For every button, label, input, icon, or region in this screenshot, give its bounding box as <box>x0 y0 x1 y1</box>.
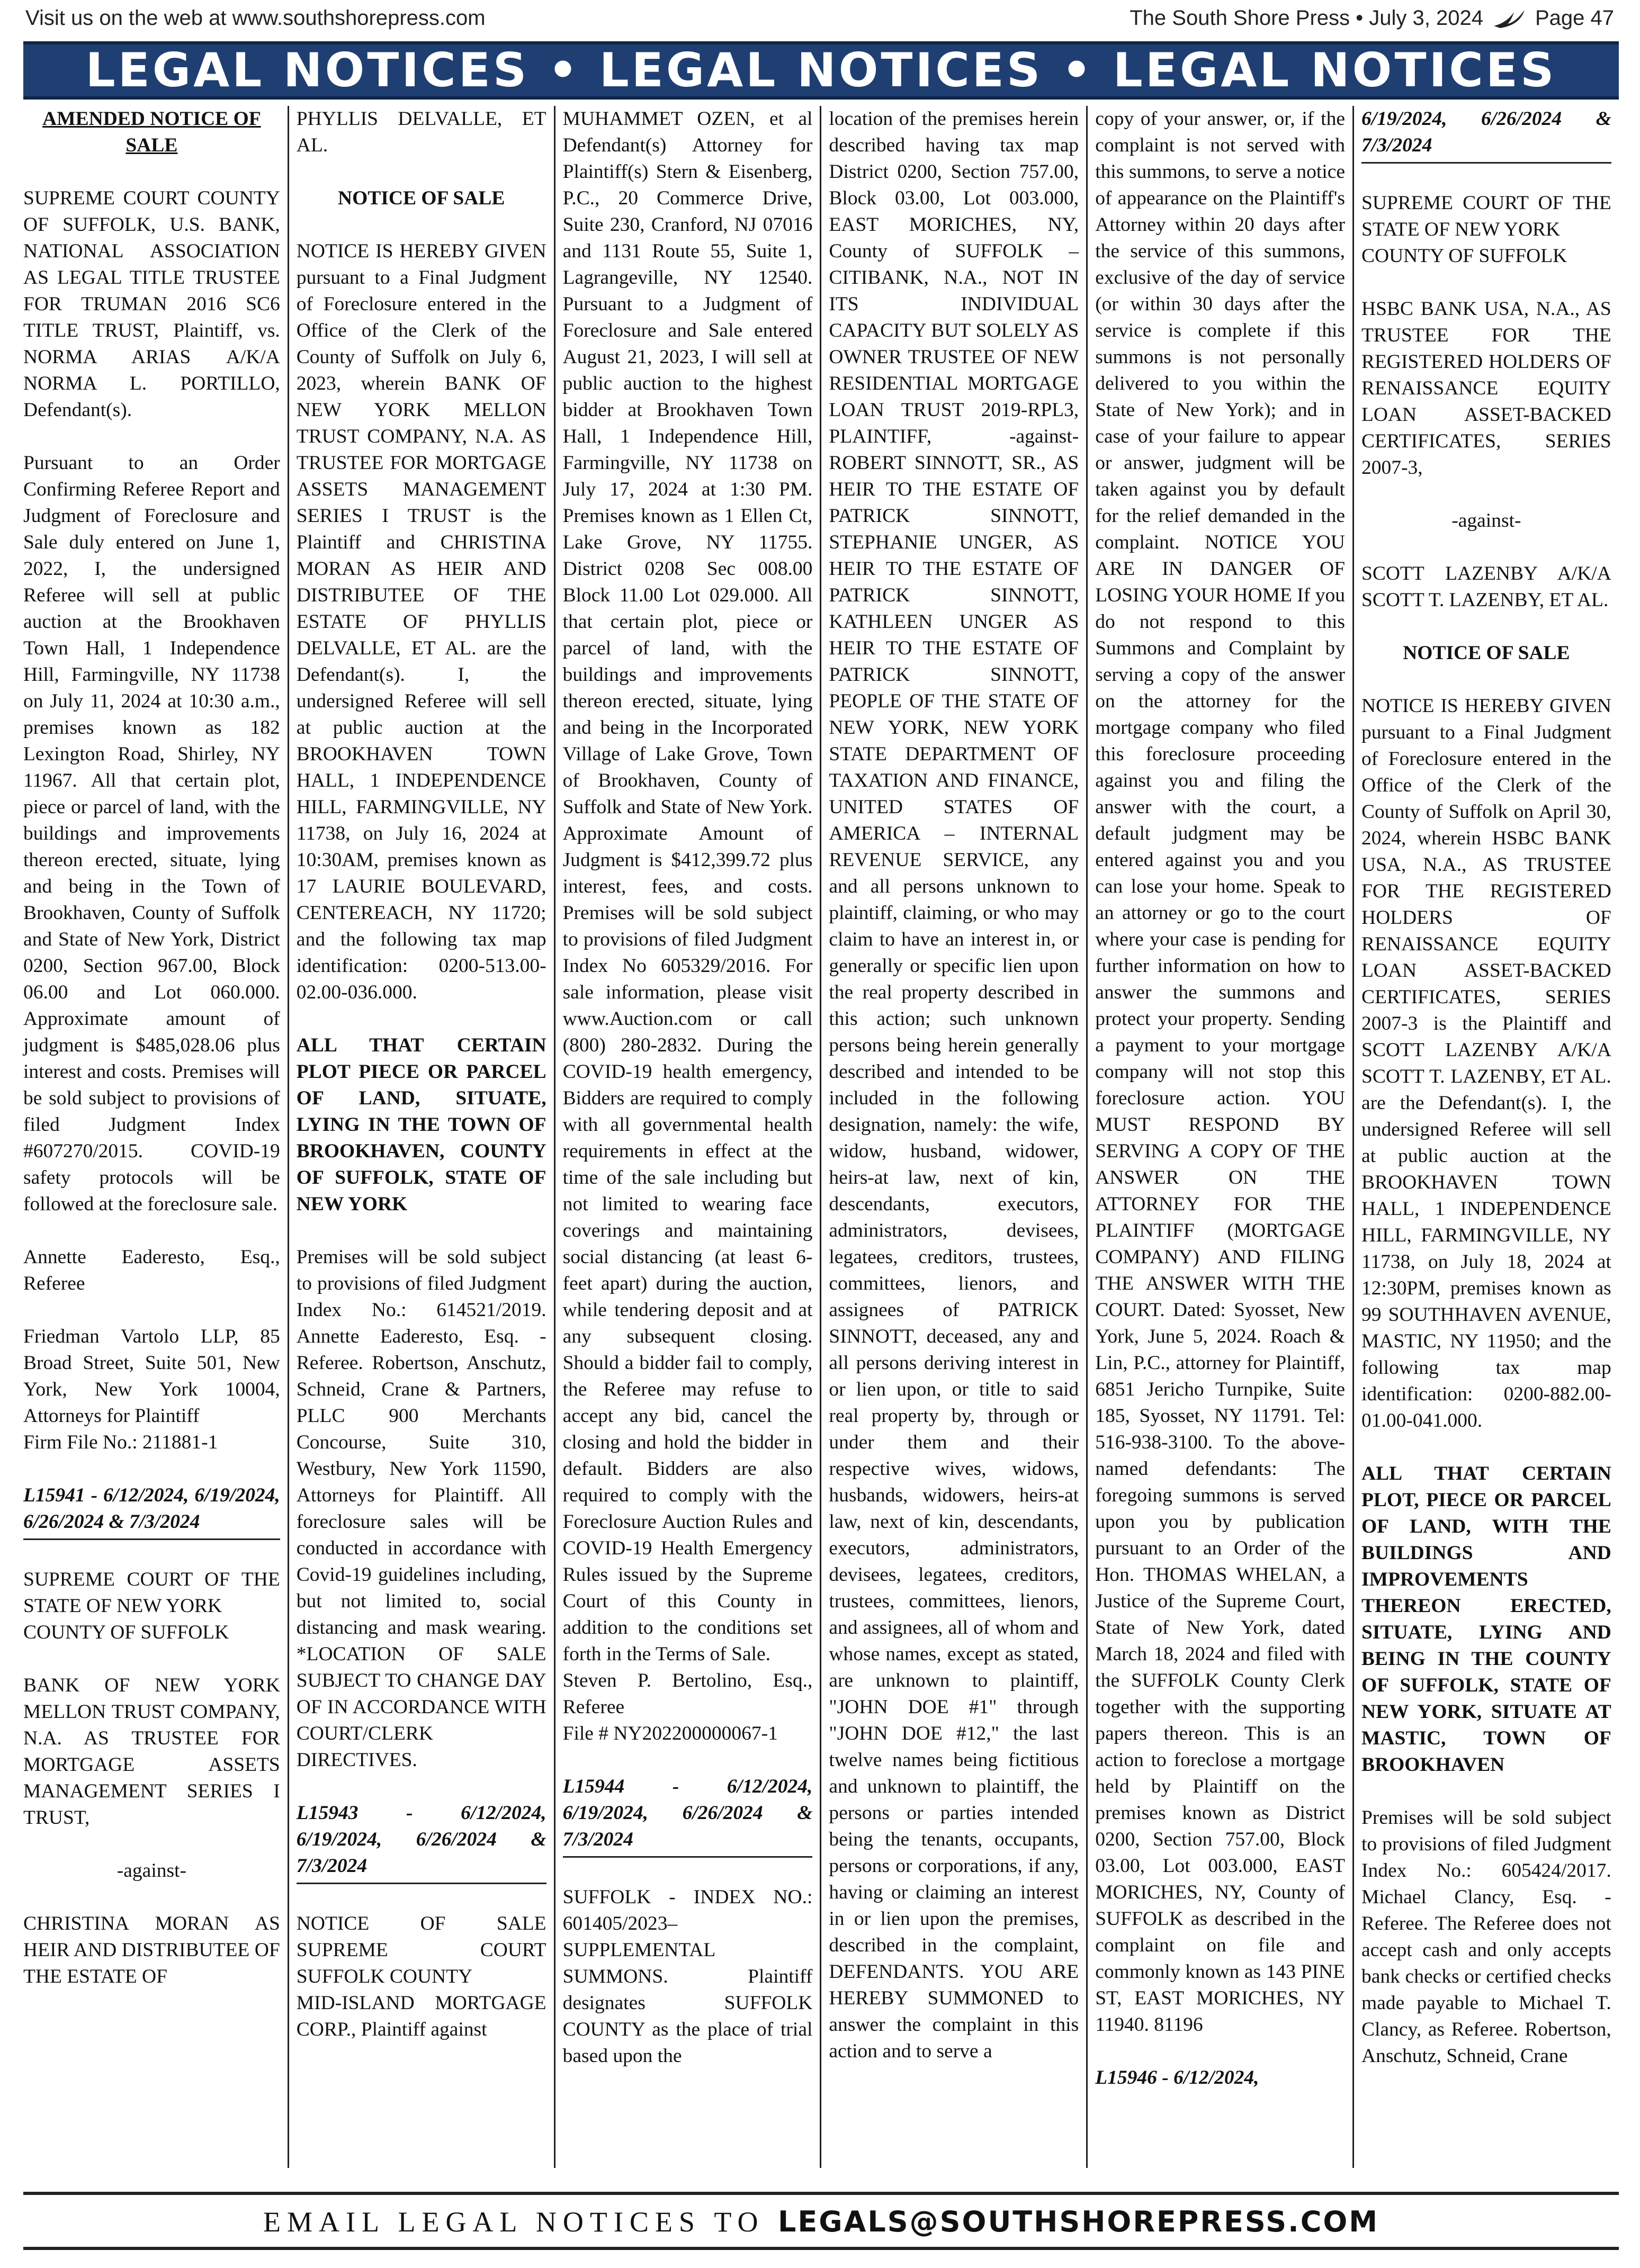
notice-columns <box>21 106 1619 2168</box>
notice-paragraph: NOTICE OF SALE SUPREME COURT SUFFOLK COUNTY MID-ISLAND MORTGAGE CORP., Plaintiff against <box>296 1913 546 2040</box>
notice-paragraph: SUPREME COURT COUNTY OF SUFFOLK, U.S. BANK, NATIONAL ASSOCIATION AS LEGAL TITLE TRUSTEE FOR TRUMAN 2016 SC6 TITLE TRUST, Plaintiff, vs. NORMA ARIAS A/K/A NORMA L. PORTILLO, Defendant(s). <box>23 187 280 421</box>
notice-paragraph: ALL THAT CERTAIN PLOT, PIECE OR PARCEL OF LAND, WITH THE BUILDINGS AND IMPROVEMENTS THEREON ERECTED, SITUATE, LYING AND BEING IN THE COUNTY OF SUFFOLK, STATE OF NEW YORK, SITUATE AT MASTIC, TOWN OF BROOKHAVEN <box>1361 1463 1611 1776</box>
notice-paragraph: PHYLLIS DELVALLE, ET AL. <box>296 108 546 156</box>
column-3 <box>554 106 820 2168</box>
legal-notices-banner: LEGAL NOTICES • LEGAL NOTICES • LEGAL NOTICES <box>23 41 1619 100</box>
notice-paragraph: NOTICE IS HEREBY GIVEN pursuant to a Final Judgment of Foreclosure entered in the Office of the Clerk of the County of Suffolk on July 6, 2023, wherein BANK OF NEW YORK MELLON TRUST COMPANY, N.A. AS TRUSTEE FOR MORTGAGE ASSETS MANAGEMENT SERIES I TRUST is the Plaintiff and CHRISTINA MORAN AS HEIR AND DISTRIBUTEE OF THE ESTATE OF PHYLLIS DELVALLE, ET AL. are the Defendant(s). I, the undersigned Referee will sell at public auction at the BROOKHAVEN TOWN HALL, 1 INDEPENDENCE HILL, FARMINGVILLE, NY 11738, on July 16, 2024 at 10:30AM, premises known as 17 LAURIE BOULEVARD, CENTEREACH, NY 11720; and the following tax map identification: 0200-513.00-02.00-036.000. <box>296 240 546 1003</box>
notice-paragraph: NOTICE IS HEREBY GIVEN pursuant to a Final Judgment of Foreclosure entered in the Office of the Clerk of the County of Suffolk on April 30, 2024, wherein HSBC BANK USA, N.A., AS TRUSTEE FOR THE REGISTERED HOLDERS OF RENAISSANCE EQUITY LOAN ASSET-BACKED CERTIFICATES, SERIES 2007-3 is the Plaintiff and SCOTT LAZENBY A/K/A SCOTT T. LAZENBY, ET AL. are the Defendant(s). I, the undersigned Referee will sell at public auction at the BROOKHAVEN TOWN HALL, 1 INDEPENDENCE HILL, FARMINGVILLE, NY 11738, on July 18, 2024 at 12:30PM, premises known as 99 SOUTHHAVEN AVENUE, MASTIC, NY 11950; and the following tax map identification: 0200-882.00-01.00-041.000. <box>1361 695 1611 1432</box>
notice-paragraph: Friedman Vartolo LLP, 85 Broad Street, Suite 501, New York, New York 10004, Attorneys for Plaintiff Firm File No.: 211881-1 <box>23 1326 280 1453</box>
notice-paragraph: MUHAMMET OZEN, et al Defendant(s) Attorney for Plaintiff(s) Stern & Eisenberg, P.C., 20 Commerce Drive, Suite 230, Cranford, NJ 07016 and 1131 Route 55, Suite 1, Lagrangeville, NY 12540. Pursuant to a Judgment of Foreclosure and Sale entered August 21, 2023, I will sell at public auction to the highest bidder at Brookhaven Town Hall, 1 Independence Hill, Farmingville, NY 11738 on July 17, 2024 at 1:30 PM. Premises known as 1 Ellen Ct, Lake Grove, NY 11755. District 0208 Sec 008.00 Block 11.00 Lot 029.000. All that certain plot, piece or parcel of land, with the buildings and improvements thereon erected, situate, lying and being in the Incorporated Village of Lake Grove, Town of Brookhaven, County of Suffolk and State of New York. Approximate Amount of Judgment is $412,399.72 plus interest, fees, and costs. Premises will be sold subject to provisions of filed Judgment Index No 605329/2016. For sale information, please visit www.Auction.com or call (800) 280-2832. During the COVID-19 health emergency, Bidders are required to comply with all governmental health requirements in effect at the time of the sale including but not limited to wearing face coverings and maintaining social distancing (at least 6-feet apart) during the auction, while tendering deposit and at any subsequent closing. Should a bidder fail to comply, the Referee may refuse to accept any bid, cancel the closing and hold the bidder in default. Bidders are also required to comply with the Foreclosure Auction Rules and COVID-19 Health Emergency Rules issued by the Supreme Court of this County in addition to the conditions set forth in the Terms of Sale. Steven P. Bertolino, Esq., Referee File # NY202200000067-1 <box>562 108 813 1744</box>
notice-heading: NOTICE OF SALE <box>1403 642 1570 664</box>
notice-paragraph: -against- <box>116 1860 186 1882</box>
notice-paragraph: CHRISTINA MORAN AS HEIR AND DISTRIBUTEE OF THE ESTATE OF <box>23 1913 280 1987</box>
notice-id-line: L15941 - 6/12/2024, 6/19/2024, 6/26/2024 & 7/3/2024 <box>23 1482 280 1540</box>
notice-paragraph: copy of your answer, or, if the complaint is not served with this summons, to serve a notice of appearance on the Plaintiff's Attorney within 20 days after the service of this summons, exclusive of the day of service (or within 30 days after the service is complete if this summons is not personally delivered to you within the State of New York); and in case of your failure to appear or answer, judgment will be taken against you by default for the relief demanded in the complaint. NOTICE YOU ARE IN DANGER OF LOSING YOUR HOME If you do not respond to this Summons and Complaint by serving a copy of the answer on the attorney for the mortgage company who filed this foreclosure proceeding against you and filing the answer with the court, a default judgment may be entered against you and you can lose your home. Speak to an attorney or go to the court where your case is pending for further information on how to answer the summons and protect your property. Sending a payment to your mortgage company will not stop this foreclosure action. YOU MUST RESPOND BY SERVING A COPY OF THE ANSWER ON THE ATTORNEY FOR THE PLAINTIFF (MORTGAGE COMPANY) AND FILING THE ANSWER WITH THE COURT. Dated: Syosset, New York, June 5, 2024. Roach & Lin, P.C., attorney for Plaintiff, 6851 Jericho Turnpike, Suite 185, Syosset, NY 11791. Tel: 516-938-3100. To the above-named defendants: The foregoing summons is served upon you by publication pursuant to an Order of the Hon. THOMAS WHELAN, a Justice of the Supreme Court, State of New York, dated March 18, 2024 and filed with the SUFFOLK County Clerk together with the supporting papers thereon. This is an action to foreclose a mortgage held by Plaintiff on the premises known as District 0200, Section 757.00, Block 03.00, Lot 003.000, EAST MORICHES, NY, County of SUFFOLK as described in the complaint on file and commonly known as 143 PINE ST, EAST MORICHES, NY 11940. 81196 <box>1095 108 1345 2036</box>
notice-id-line: 6/19/2024, 6/26/2024 & 7/3/2024 <box>1361 106 1611 164</box>
footer-email-link[interactable]: LEGALS@SOUTHSHOREPRESS.COM <box>777 2205 1379 2238</box>
notice-paragraph: BANK OF NEW YORK MELLON TRUST COMPANY, N.A. AS TRUSTEE FOR MORTGAGE ASSETS MANAGEMENT SERIES I TRUST, <box>23 1675 280 1829</box>
footer-email-line <box>23 2203 1619 2240</box>
footer-rule-bottom <box>23 2247 1619 2250</box>
notice-heading: NOTICE OF SALE <box>338 187 505 209</box>
notice-paragraph: Premises will be sold subject to provisions of filed Judgment Index No.: 605424/2017. Michael Clancy, Esq. - Referee. The Referee does not accept cash and only accepts bank checks or certified checks made payable to Michael T. Clancy, as Referee. Robertson, Anschutz, Schneid, Crane <box>1361 1807 1611 2067</box>
notice-paragraph: SUFFOLK - INDEX NO.: 601405/2023– SUPPLEMENTAL SUMMONS. Plaintiff designates SUFFOLK COUNTY as the place of trial based upon the <box>562 1886 813 2067</box>
notice-paragraph: Pursuant to an Order Confirming Referee Report and Judgment of Foreclosure and Sale duly entered on June 1, 2022, I, the undersigned Referee will sell at public auction at the Brookhaven Town Hall, 1 Independence Hill, Farmingville, NY 11738 on July 11, 2024 at 10:30 a.m., premises known as 182 Lexington Road, Shirley, NY 11967. All that certain plot, piece or parcel of land, with the buildings and improvements thereon erected, situate, lying and being in the Town of Brookhaven, County of Suffolk and State of New York, District 0200, Section 967.00, Block 06.00 and Lot 060.000. Approximate amount of judgment is $485,028.06 plus interest and costs. Premises will be sold subject to provisions of filed Judgment Index #607270/2015. COVID-19 safety protocols will be followed at the foreclosure sale. <box>23 452 280 1215</box>
notice-paragraph: location of the premises herein described having tax map District 0200, Section 757.00, Block 03.00, Lot 003.000, EAST MORICHES, NY, County of SUFFOLK – CITIBANK, N.A., NOT IN ITS INDIVIDUAL CAPACITY BUT SOLELY AS OWNER TRUSTEE OF NEW RESIDENTIAL MORTGAGE LOAN TRUST 2019-RPL3, PLAINTIFF, -against- ROBERT SINNOTT, SR., AS HEIR TO THE ESTATE OF PATRICK SINNOTT, STEPHANIE UNGER, AS HEIR TO THE ESTATE OF PATRICK SINNOTT, KATHLEEN UNGER AS HEIR TO THE ESTATE OF PATRICK SINNOTT, PEOPLE OF THE STATE OF NEW YORK, NEW YORK STATE DEPARTMENT OF TAXATION AND FINANCE, UNITED STATES OF AMERICA – INTERNAL REVENUE SERVICE, any and all persons unknown to plaintiff, claiming, or who may claim to have an interest in, or generally or specific lien upon the real property described in this action; such unknown persons being herein generally described and intended to be included in the following designation, namely: the wife, widow, husband, widower, heirs-at law, next of kin, descendants, executors, administrators, devisees, legatees, creditors, trustees, committees, lienors, and assignees of PATRICK SINNOTT, deceased, any and all persons deriving interest in or lien upon, or title to said real property by, through or under them and their respective wives, widows, husbands, widowers, heirs-at law, next of kin, descendants, executors, administrators, devisees, legatees, creditors, trustees, committees, lienors, and assignees, all of whom and whose names, except as stated, are unknown to plaintiff, "JOHN DOE #1" through "JOHN DOE #12," the last twelve names being fictitious and unknown to plaintiff, the persons or parties intended being the tenants, occupants, persons or corporations, if any, having or claiming an interest in or lien upon the premises, described in the complaint, DEFENDANTS. YOU ARE HEREBY SUMMONED to answer the complaint in this action and to serve a <box>829 108 1079 2062</box>
notice-paragraph: SUPREME COURT OF THE STATE OF NEW YORK COUNTY OF SUFFOLK <box>1361 192 1611 267</box>
notice-paragraph: Premises will be sold subject to provisions of filed Judgment Index No.: 614521/2019. Annette Eaderesto, Esq. - Referee. Robertson, Anschutz, Schneid, Crane & Partners, PLLC 900 Merchants Concourse, Suite 310, Westbury, New York 11590, Attorneys for Plaintiff. All foreclosure sales will be conducted in accordance with Covid-19 guidelines including, but not limited to, social distancing and mask wearing. *LOCATION OF SALE SUBJECT TO CHANGE DAY OF IN ACCORDANCE WITH COURT/CLERK DIRECTIVES. <box>296 1246 546 1771</box>
notice-paragraph: HSBC BANK USA, N.A., AS TRUSTEE FOR THE REGISTERED HOLDERS OF RENAISSANCE EQUITY LOAN ASSET-BACKED CERTIFICATES, SERIES 2007-3, <box>1361 298 1611 479</box>
seagull-icon <box>1493 8 1526 29</box>
footer-rule-top <box>23 2192 1619 2195</box>
page-header <box>25 4 1614 35</box>
paper-date: The South Shore Press • July 3, 2024 <box>1130 6 1483 30</box>
column-1 <box>21 106 288 2168</box>
column-4 <box>820 106 1086 2168</box>
notice-paragraph: -against- <box>1451 510 1521 532</box>
notice-paragraph: SCOTT LAZENBY A/K/A SCOTT T. LAZENBY, ET AL. <box>1361 563 1611 611</box>
notice-id-line: L15946 - 6/12/2024, <box>1095 2067 1259 2089</box>
column-5 <box>1086 106 1352 2168</box>
notice-paragraph: ALL THAT CERTAIN PLOT PIECE OR PARCEL OF LAND, SITUATE, LYING IN THE TOWN OF BROOKHAVEN, COUNTY OF SUFFOLK, STATE OF NEW YORK <box>296 1034 546 1215</box>
notice-id-line: L15944 - 6/12/2024, 6/19/2024, 6/26/2024 & 7/3/2024 <box>563 1774 813 1858</box>
notice-id-line: L15943 - 6/12/2024, 6/19/2024, 6/26/2024 & 7/3/2024 <box>297 1800 546 1884</box>
page-number: Page 47 <box>1535 6 1614 30</box>
site-url: Visit us on the web at www.southshorepress.com <box>25 6 486 30</box>
footer-prefix: EMAIL LEGAL NOTICES TO <box>263 2206 765 2238</box>
notice-title: AMENDED NOTICE OF SALE <box>42 108 261 156</box>
notice-paragraph: SUPREME COURT OF THE STATE OF NEW YORK COUNTY OF SUFFOLK <box>23 1569 280 1643</box>
header-right <box>1130 6 1614 30</box>
column-2 <box>288 106 554 2168</box>
notice-paragraph: Annette Eaderesto, Esq., Referee <box>23 1246 280 1294</box>
column-6 <box>1352 106 1619 2168</box>
